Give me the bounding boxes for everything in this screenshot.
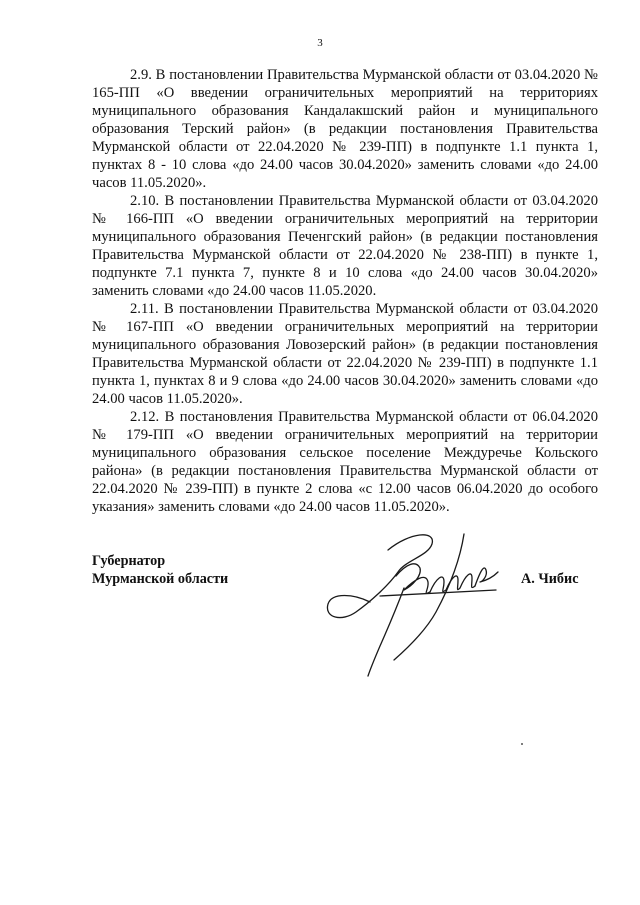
- signatory-name: А. Чибис: [521, 571, 579, 587]
- handwritten-signature: [310, 520, 510, 690]
- document-body: [92, 66, 598, 516]
- signatory-title-line2: Мурманской области: [92, 571, 229, 587]
- paragraph-2-11: 2.11. В постановлении Правительства Мурманской области от 03.04.2020 № 167-ПП «О введении ограничительных мероприятий на территории муниципального образования Ловозерский район» (в редакции постановления Правительства Мурманской области от 22.04.2020 № 239-ПП) в подпункте 1.1 пункта 1, пунктах 8 и 9 слова «до 24.00 часов 30.04.2020» заменить словами «до 24.00 часов 11.05.2020».: [92, 301, 598, 407]
- page-number: 3: [317, 37, 323, 49]
- signatory-title: [92, 552, 228, 588]
- paragraph-2-10: 2.10. В постановлении Правительства Мурманской области от 03.04.2020 № 166-ПП «О введении ограничительных мероприятий на территории муниципального образования Печенгский район» (в редакции постановления Правительства Мурманской области от 22.04.2020 № 238-ПП) в пункте 1, подпункте 7.1 пункта 7, пункте 8 и 10 слова «до 24.00 часов 30.04.2020» заменить словами «до 24.00 часов 11.05.2020.: [92, 193, 598, 299]
- signatory-title-line1: Губернатор: [92, 553, 166, 569]
- paragraph-2-9: 2.9. В постановлении Правительства Мурманской области от 03.04.2020 № 165-ПП «О введении ограничительных мероприятий на территориях муниципального образования Кандалакшский район и муниципального образования Терский район» (в редакции постановления Правительства Мурманской области от 22.04.2020 № 239-ПП) в подпункте 1.1 пункта 1, пунктах 8 - 10 слова «до 24.00 часов 30.04.2020» заменить словами «до 24.00 часов 11.05.2020».: [92, 67, 598, 191]
- paragraph-2-12: 2.12. В постановления Правительства Мурманской области от 06.04.2020 № 179-ПП «О введении ограничительных мероприятий на территории муниципального образования сельское поселение Междуречье Кольского района» (в редакции постановления Правительства Мурманской области от 22.04.2020 № 239-ПП) в пункте 2 слова «с 12.00 часов 06.04.2020 до особого указания» заменить словами «до 24.00 часов 11.05.2020».: [92, 409, 598, 515]
- scan-speck: [521, 743, 523, 745]
